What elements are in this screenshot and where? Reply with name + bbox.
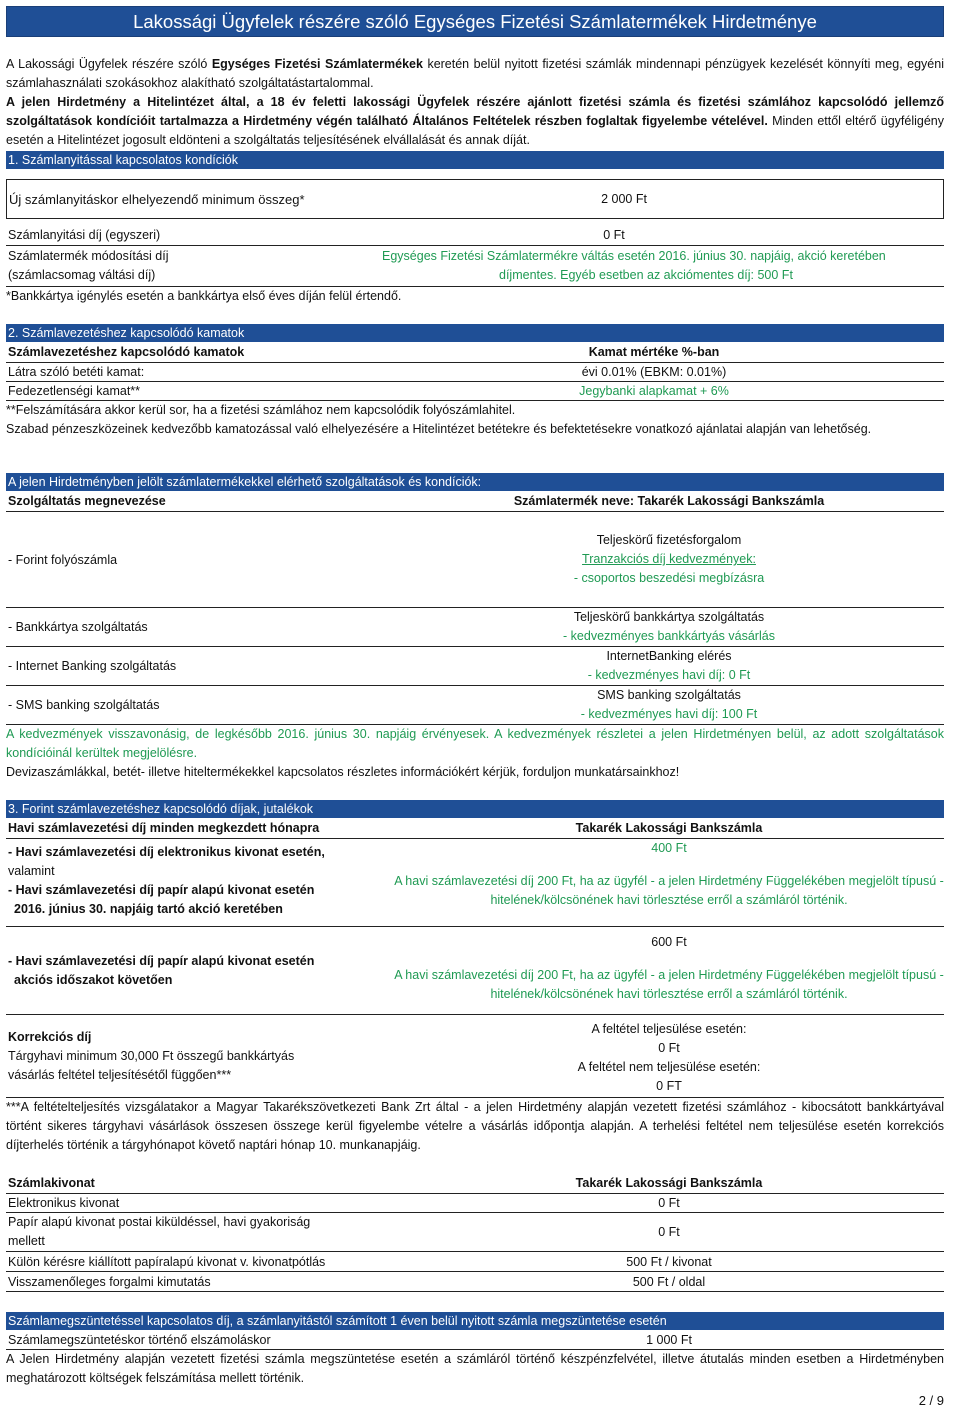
fee-electronic-amount: 400 Ft xyxy=(651,841,687,855)
scope-paragraph xyxy=(6,93,944,150)
min-deposit-row xyxy=(6,179,944,219)
statement-paper-label-1: Papír alapú kivonat postai kiküldéssel, havi gyakoriság xyxy=(8,1215,311,1229)
statement-paper-label xyxy=(6,1213,364,1251)
service-sms-v1: SMS banking szolgáltatás xyxy=(597,688,741,702)
interest-col2-header: Kamat mértéke %-ban xyxy=(588,345,720,359)
fee-paper-label xyxy=(6,927,364,990)
service-row-ib xyxy=(6,647,944,686)
fee-electronic-l4: 2016. június 30. napjáig tartó akció keretében xyxy=(14,902,283,916)
fee-paper-value xyxy=(364,927,944,1004)
section3-header: 3. Forint számlavezetéshez kapcsolódó díjak, jutalékok xyxy=(6,800,944,818)
fees-col2-header: Takarék Lakossági Bankszámla xyxy=(575,821,763,835)
service-forint-discount-link[interactable]: Tranzakciós díj kedvezmények: xyxy=(582,552,756,566)
service-forint-label: - Forint folyószámla xyxy=(8,552,118,567)
fee-correction-label xyxy=(6,1015,364,1085)
closing-value: 1 000 Ft xyxy=(646,1332,692,1347)
statement-extra-value: 500 Ft / kivonat xyxy=(626,1254,712,1269)
service-row-sms xyxy=(6,686,944,725)
sight-deposit-value: évi 0.01% (EBKM: 0.01%) xyxy=(581,365,727,379)
service-card-v1: Teljeskörű bankkártya szolgáltatás xyxy=(573,610,765,624)
fee-electronic-l1: - Havi számlavezetési díj elektronikus kivonat esetén, xyxy=(8,845,325,859)
scope-text-rest: Minden ettől eltérő ügyféligény esetén a Hitelintézet jogosult eldönteni a szolgáltatás teljesítésének elvállalását és annak díját. xyxy=(6,114,944,147)
statement-col1-header: Számlakivonat xyxy=(8,1176,95,1190)
statement-retro-value: 500 Ft / oldal xyxy=(632,1274,706,1289)
intro-text-c: keretén belül nyitott fizetési számlák mindennapi pénzügyek kezelését könnyíti meg, egyéni számlahasználati szokásokhoz alakítható szolgáltatástartalommal. xyxy=(6,57,944,90)
fee-paper-l1: - Havi számlavezetési díj papír alapú kivonat esetén xyxy=(8,954,315,968)
services-col1-header: Szolgáltatás megnevezése xyxy=(8,494,166,508)
fee-row-electronic xyxy=(6,839,944,927)
fee-electronic-v3: hitelének/kölcsönének havi törlesztése erről a számláról történik. xyxy=(490,893,848,907)
fee-row-correction xyxy=(6,1015,944,1098)
section2-header: 2. Számlavezetéshez kapcsolódó kamatok xyxy=(6,324,944,342)
product-change-fee-value-1: Egységes Fizetési Számlatermékre váltás esetén 2016. június 30. napjáig, akció keretében xyxy=(382,249,886,263)
scope-text-bold: A jelen Hirdetmény a Hitelintézet által, a 18 év feletti lakossági Ügyfelek részére ajánlott fizetési számla és fizetési számlához kapcsolódó jellemző szolgáltatások kondícióit tartalmazza a Hirdetmény végén található Általános Feltételek részben foglaltak figyelembe vételével. xyxy=(6,95,944,128)
service-sms-v2: - kedvezményes havi díj: 100 Ft xyxy=(580,707,758,721)
opening-fee-label: Számlanyitási díj (egyszeri) xyxy=(8,228,161,242)
service-row-forint xyxy=(6,512,944,608)
min-deposit-label: Új számlanyitáskor elhelyezendő minimum összeg* xyxy=(9,191,305,207)
product-change-fee-value-2: díjmentes. Egyéb esetben az akciómentes díj: 500 Ft xyxy=(499,268,793,282)
opening-fee-value: 0 Ft xyxy=(603,228,625,242)
opening-fee-row xyxy=(6,225,944,246)
intro-text-a: A Lakossági Ügyfelek részére szóló xyxy=(6,57,212,71)
service-forint-v3: - csoportos beszedési megbízásra xyxy=(573,571,765,585)
statement-col2-header: Takarék Lakossági Bankszámla xyxy=(575,1176,763,1190)
product-change-fee-value xyxy=(364,246,944,286)
service-forint-v1: Teljeskörű fizetésforgalom xyxy=(596,533,742,547)
fee-electronic-label xyxy=(6,839,364,919)
service-card-value xyxy=(364,608,944,646)
service-card-v2: - kedvezményes bankkártyás vásárlás xyxy=(563,629,775,643)
statement-row-electronic xyxy=(6,1194,944,1213)
fee-paper-l2: akciós időszakot követően xyxy=(14,973,173,987)
statement-table-header xyxy=(6,1173,944,1194)
closing-row xyxy=(6,1330,944,1350)
fee-electronic-value xyxy=(364,839,944,910)
product-change-fee-row xyxy=(6,246,944,287)
interest-table-header xyxy=(6,342,944,363)
statement-retro-label: Visszamenőleges forgalmi kimutatás xyxy=(8,1274,211,1289)
product-change-fee-label xyxy=(6,246,364,286)
statement-paper-label-2: mellett xyxy=(8,1234,45,1248)
intro-paragraph xyxy=(6,55,944,93)
interest-col1-header: Számlavezetéshez kapcsolódó kamatok xyxy=(8,345,245,359)
closing-label: Számlamegszüntetéskor történő elszámoláskor xyxy=(8,1332,271,1347)
document-page xyxy=(6,6,944,1388)
fee-paper-v2: A havi számlavezetési díj 200 Ft, ha az ügyfél - a jelen Hirdetmény Függelékében megjelölt típusú - xyxy=(394,968,944,982)
statement-electronic-value: 0 Ft xyxy=(658,1196,680,1210)
overdraft-rate-row xyxy=(6,382,944,401)
fee-correction-l2: Tárgyhavi minimum 30,000 Ft összegű bankkártyás xyxy=(8,1049,295,1063)
service-card-label: - Bankkártya szolgáltatás xyxy=(8,620,148,634)
services-table-header xyxy=(6,491,944,512)
fee-correction-v2: 0 Ft xyxy=(658,1041,680,1055)
sight-deposit-row xyxy=(6,363,944,382)
closing-header: Számlamegszüntetéssel kapcsolatos díj, a számlanyitástól számított 1 éven belül nyitott számla megszüntetése esetén xyxy=(6,1312,944,1330)
discount-validity-note: A kedvezmények visszavonásig, de legkésőbb 2016. június 30. napjáig érvényesek. A kedvezmények részletei a jelen Hirdetményen belül, az adott szolgáltatások kondícióinál kerültek megjelölésre. xyxy=(6,727,944,760)
fee-electronic-l3: - Havi számlavezetési díj papír alapú kivonat esetén xyxy=(8,883,315,897)
fee-correction-l3: vásárlás feltétel teljesítésétől függően*** xyxy=(8,1068,232,1082)
service-sms-value xyxy=(364,686,944,724)
fx-note: Devizaszámlákkal, betét- illetve hiteltermékekkel kapcsolatos részletes információkért kérjük, forduljon munkatársainkhoz! xyxy=(6,765,680,779)
product-change-fee-label-2: (számlacsomag váltási díj) xyxy=(8,268,156,282)
statement-row-extra xyxy=(6,1252,944,1272)
card-note: *Bankkártya igénylés esetén a bankkártya első éves díján felül értendő. xyxy=(6,289,402,303)
service-ib-label: - Internet Banking szolgáltatás xyxy=(8,659,177,673)
fee-row-paper xyxy=(6,927,944,1015)
services-header: A jelen Hirdetményben jelölt számlatermékekkel elérhető szolgáltatások és kondíciók: xyxy=(6,473,944,491)
fee-correction-value xyxy=(364,1015,944,1096)
service-row-card xyxy=(6,608,944,647)
savings-note: Szabad pénzeszközeinek kedvezőbb kamatozással való elhelyezésére a Hitelintézet betétekre és befektetésekre vonatkozó ajánlatai alapján van lehetőség. xyxy=(6,422,872,436)
service-ib-v2: - kedvezményes havi díj: 0 Ft xyxy=(587,668,751,682)
overdraft-rate-value: Jegybanki alapkamat + 6% xyxy=(579,384,729,398)
fee-paper-amount: 600 Ft xyxy=(651,935,687,949)
service-forint-value xyxy=(364,531,944,588)
min-deposit-value: 2 000 Ft xyxy=(601,192,647,206)
fee-correction-v1: A feltétel teljesülése esetén: xyxy=(591,1022,747,1036)
service-sms-label: - SMS banking szolgáltatás xyxy=(8,698,160,712)
page-number: 2 / 9 xyxy=(918,1393,944,1408)
fee-paper-v3: hitelének/kölcsönének havi törlesztése erről a számláról történik. xyxy=(490,987,848,1001)
services-col2-header: Számlatermék neve: Takarék Lakossági Bankszámla xyxy=(513,494,825,508)
document-title: Lakossági Ügyfelek részére szóló Egységes Fizetési Számlatermékek Hirdetménye xyxy=(6,6,944,37)
fee-correction-l1: Korrekciós díj xyxy=(8,1030,92,1044)
closing-note: A Jelen Hirdetmény alapján vezetett fizetési számla megszüntetése esetén a számláról történő készpénzfelvétel, illetve átutalás minden esetben a Hirdetményben meghatározott költségek felszámítása mellett történik. xyxy=(6,1352,944,1385)
overdraft-rate-label: Fedezetlenségi kamat** xyxy=(8,384,141,398)
section1-header: 1. Számlanyitással kapcsolatos kondíciók xyxy=(6,151,944,169)
correction-note: ***A feltételteljesítés vizsgálatakor a Magyar Takarékszövetkezeti Bank Zrt által - a jelen Hirdetmény alapján vezetett fizetési számlához - kibocsátott bankkártyával történt sikeres tárgyhavi vásárlások összesen összege kerül figyelembe vételre a vásárlás időpontja alapján. A terhelési feltétel nem teljesülése esetén korrekciós díjterhelés történik a tárgyhónapot követő naptári hónap 10. munkanapjáig. xyxy=(6,1100,944,1152)
fee-correction-v4: 0 FT xyxy=(656,1079,682,1093)
product-change-fee-label-1: Számlatermék módosítási díj xyxy=(8,249,169,263)
fee-correction-v3: A feltétel nem teljesülése esetén: xyxy=(577,1060,761,1074)
service-ib-v1: InternetBanking elérés xyxy=(606,649,732,663)
intro-text-bold: Egységes Fizetési Számlatermékek xyxy=(211,57,423,71)
sight-deposit-label: Látra szóló betéti kamat: xyxy=(8,365,145,379)
statement-electronic-label: Elektronikus kivonat xyxy=(8,1196,120,1210)
statement-paper-value: 0 Ft xyxy=(658,1225,680,1239)
overdraft-note: **Felszámítására akkor kerül sor, ha a fizetési számlához nem kapcsolódik folyószámlahitel. xyxy=(6,403,516,417)
statement-row-paper xyxy=(6,1213,944,1252)
fee-electronic-v2: A havi számlavezetési díj 200 Ft, ha az ügyfél - a jelen Hirdetmény Függelékében megjelölt típusú - xyxy=(394,874,944,888)
service-ib-value xyxy=(364,647,944,685)
statement-row-retro xyxy=(6,1272,944,1292)
statement-extra-label: Külön kérésre kiállított papíralapú kivonat v. kivonatpótlás xyxy=(8,1254,326,1269)
fee-electronic-l2: valamint xyxy=(8,864,55,878)
fees-table-header xyxy=(6,818,944,839)
fees-col1-header: Havi számlavezetési díj minden megkezdett hónapra xyxy=(8,821,320,835)
